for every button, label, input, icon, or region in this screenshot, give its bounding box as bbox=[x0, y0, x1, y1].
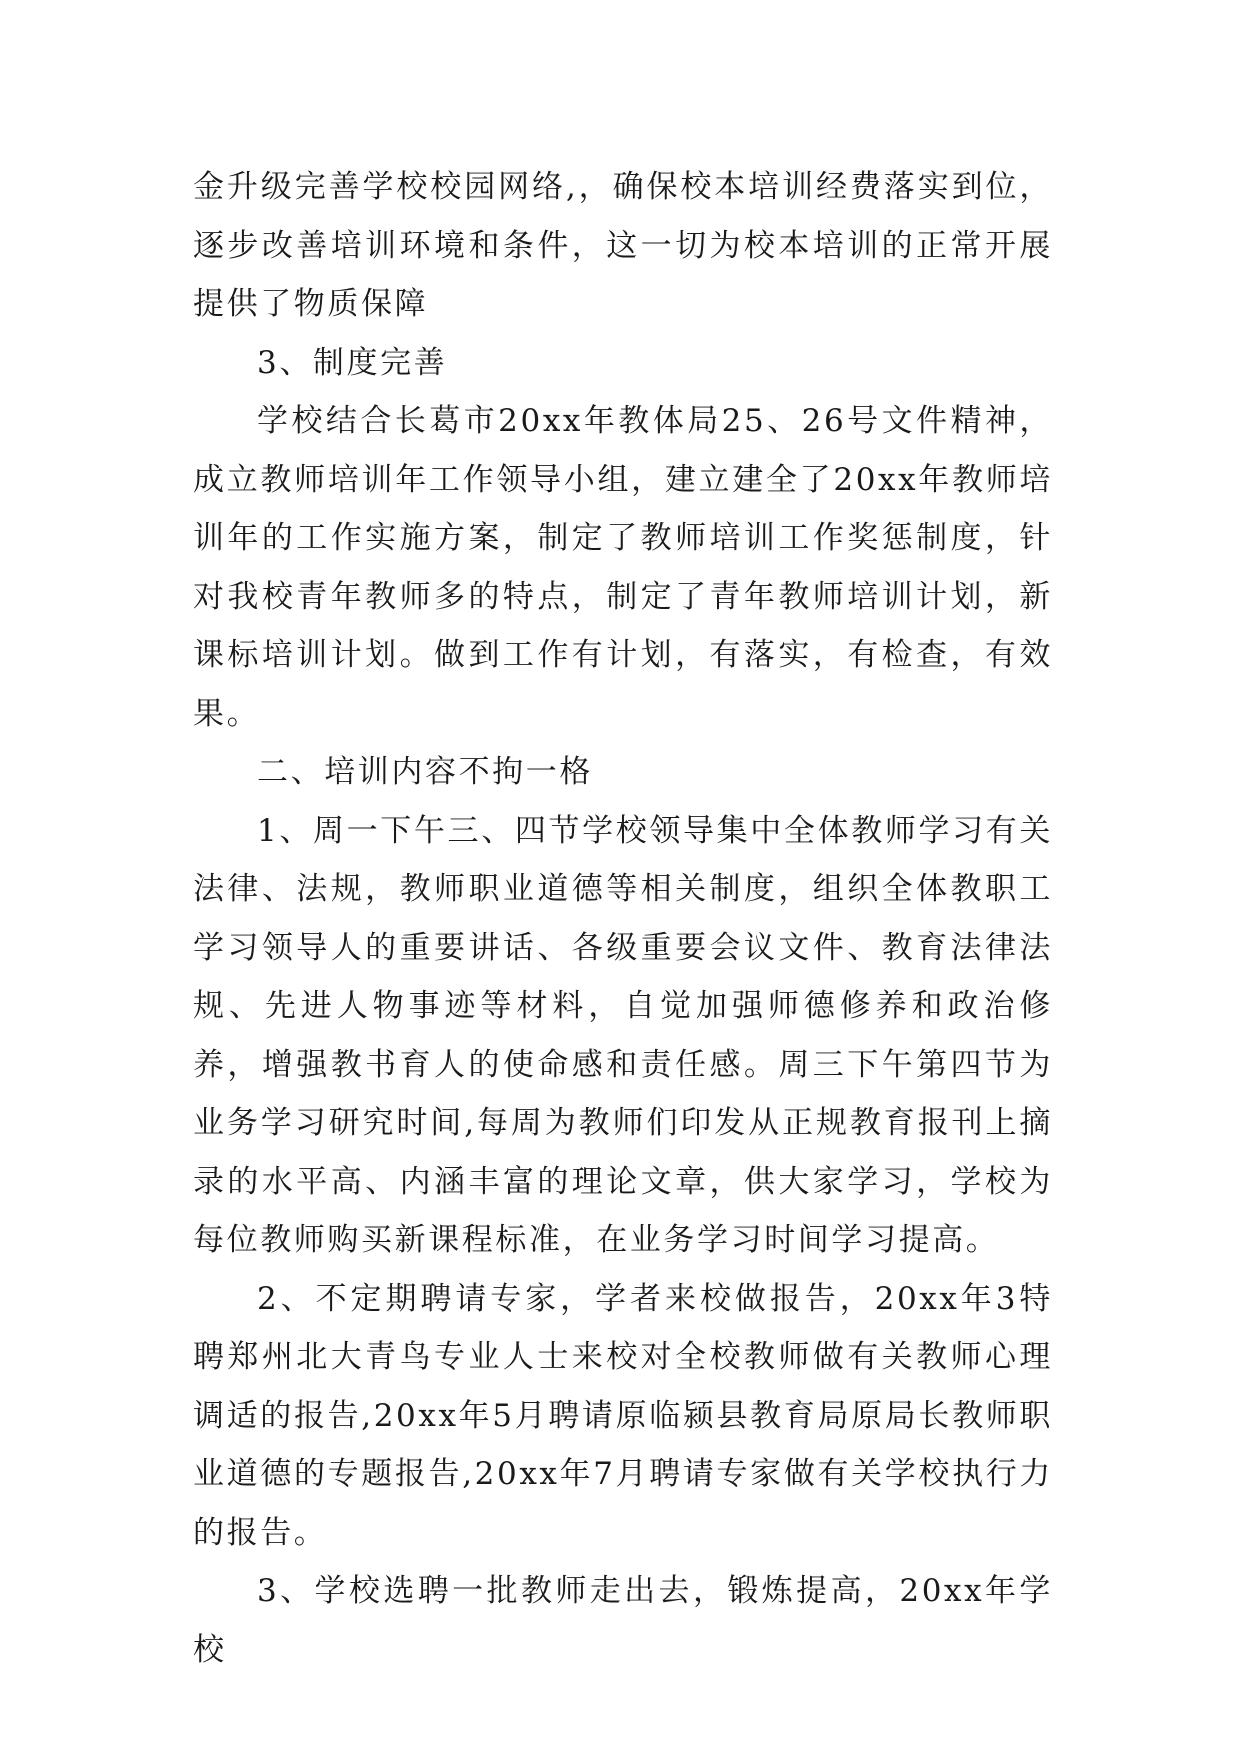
heading-training-content: 二、培训内容不拘一格 bbox=[257, 754, 593, 790]
document-body bbox=[193, 158, 1053, 1679]
paragraph-expert-reports: 2、不定期聘请专家，学者来校做报告，20xx年3特聘郑州北大青鸟专业人士来校对全校教师做有关教师心理调适的报告,20xx年5月聘请原临颍县教育局原局长教师职业道德的专题报告,20xx年7月聘请专家做有关学校执行力的报告。 bbox=[193, 1280, 1053, 1551]
paragraph-system-details: 学校结合长葛市20xx年教体局25、26号文件精神，成立教师培训年工作领导小组，建立建全了20xx年教师培训年的工作实施方案，制定了教师培训工作奖惩制度，针对我校青年教师多的特点，制定了青年教师培训计划，新课标培训计划。做到工作有计划，有落实，有检查，有效果。 bbox=[193, 403, 1053, 732]
paragraph-weekly-study: 1、周一下午三、四节学校领导集中全体教师学习有关法律、法规，教师职业道德等相关制度，组织全体教职工学习领导人的重要讲话、各级重要会议文件、教育法律法规、先进人物事迹等材料，自觉加强师德修养和政治修养，增强教书育人的使命感和责任感。周三下午第四节为业务学习研究时间,每周为教师们印发从正规教育报刊上摘录的水平高、内涵丰富的理论文章，供大家学习，学校为每位教师购买新课程标准，在业务学习时间学习提高。 bbox=[193, 812, 1053, 1258]
paragraph-funding-conclusion: 金升级完善学校校园网络,，确保校本培训经费落实到位，逐步改善培训环境和条件，这一切为校本培训的正常开展提供了物质保障 bbox=[193, 169, 1053, 322]
paragraph-teacher-selection: 3、学校选聘一批教师走出去，锻炼提高，20xx年学校 bbox=[193, 1573, 1053, 1668]
heading-system-improvement: 3、制度完善 bbox=[257, 344, 448, 381]
